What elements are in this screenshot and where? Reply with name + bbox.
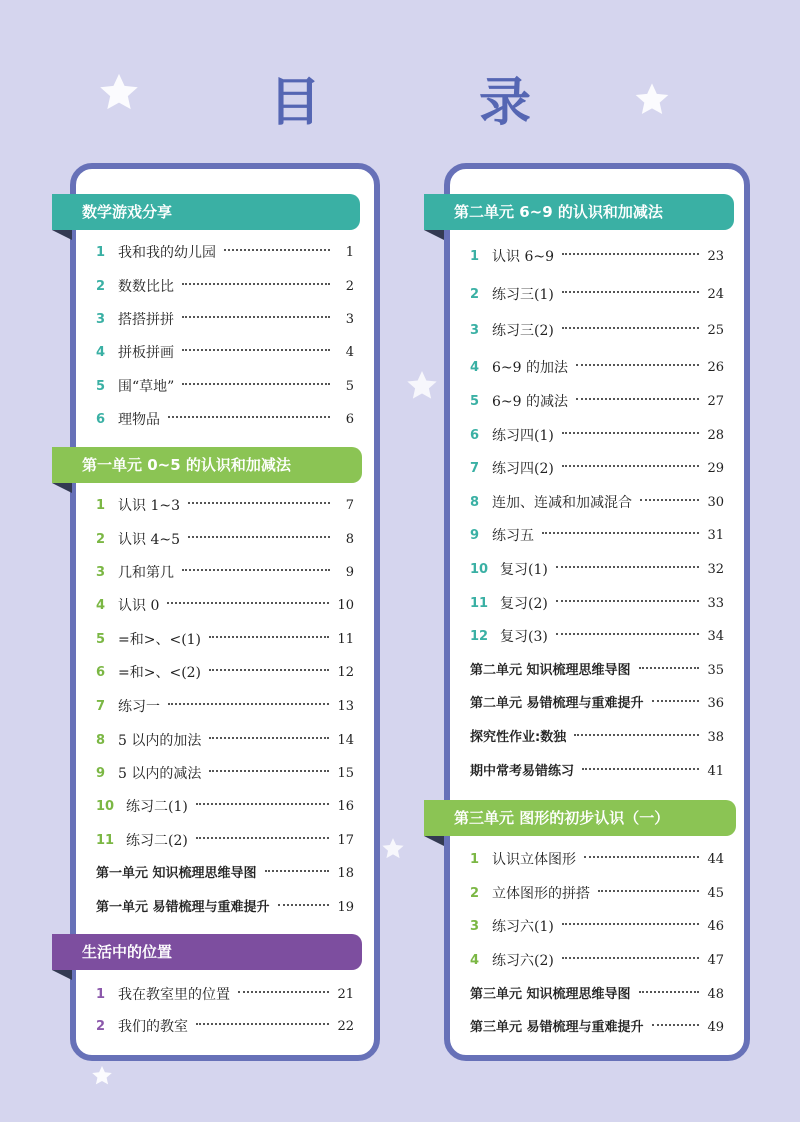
toc-entry[interactable] xyxy=(470,693,724,715)
dot-leader xyxy=(576,364,699,366)
toc-entry[interactable] xyxy=(96,562,354,584)
page-number: 13 xyxy=(337,699,354,714)
page-number: 34 xyxy=(707,629,724,644)
toc-entry[interactable] xyxy=(470,883,724,905)
toc-entry[interactable] xyxy=(96,495,354,517)
dot-leader xyxy=(196,1023,329,1025)
entry-title: 练习一 xyxy=(118,699,160,715)
entry-number: 11 xyxy=(96,833,115,848)
dot-leader xyxy=(562,432,700,434)
page-number: 3 xyxy=(345,312,354,327)
toc-entry[interactable] xyxy=(96,342,354,364)
entry-number: 10 xyxy=(470,562,489,577)
dot-leader xyxy=(168,416,330,418)
entry-number: 1 xyxy=(96,498,106,513)
page-number: 36 xyxy=(707,696,724,711)
page-number: 49 xyxy=(707,1020,724,1035)
section-header: 第二单元 6~9 的认识和加减法 xyxy=(424,194,734,230)
entry-number: 2 xyxy=(96,279,106,294)
dot-leader xyxy=(182,569,330,571)
dot-leader xyxy=(188,536,330,538)
page-number: 7 xyxy=(345,498,354,513)
entry-number: 1 xyxy=(470,249,480,264)
entry-number: 9 xyxy=(96,766,106,781)
entry-title: 练习六(1) xyxy=(492,919,554,935)
entry-number: 2 xyxy=(96,532,106,547)
star-icon xyxy=(380,836,406,862)
dot-leader xyxy=(168,703,329,705)
entry-number: 3 xyxy=(96,565,106,580)
page-number: 15 xyxy=(337,766,354,781)
toc-entry[interactable] xyxy=(96,763,354,785)
entry-title: 理物品 xyxy=(118,412,160,428)
toc-entry[interactable] xyxy=(96,897,354,919)
entry-number: 4 xyxy=(96,598,106,613)
toc-entry[interactable] xyxy=(470,626,724,648)
entry-number: 12 xyxy=(470,629,489,644)
dot-leader xyxy=(576,398,699,400)
entry-number: 5 xyxy=(96,632,106,647)
star-icon xyxy=(404,368,440,404)
toc-entry[interactable] xyxy=(96,984,354,1006)
dot-leader xyxy=(188,502,330,504)
entry-title: 拼板拼画 xyxy=(118,345,174,361)
dot-leader xyxy=(209,669,329,671)
toc-entry[interactable] xyxy=(96,409,354,431)
page-number: 25 xyxy=(707,323,724,338)
page-number: 17 xyxy=(337,833,354,848)
section-header: 数学游戏分享 xyxy=(52,194,360,230)
dot-leader xyxy=(562,957,700,959)
page-number: 30 xyxy=(707,495,724,510)
dot-leader xyxy=(182,349,330,351)
entry-number: 7 xyxy=(470,461,480,476)
page-number: 24 xyxy=(707,287,724,302)
entry-title: 期中常考易错练习 xyxy=(470,764,575,779)
page-number: 1 xyxy=(345,245,354,260)
toc-entry[interactable] xyxy=(96,662,354,684)
dot-leader xyxy=(562,327,700,329)
entry-title: 第三单元 知识梳理思维导图 xyxy=(470,987,631,1002)
page-number: 4 xyxy=(345,345,354,360)
toc-entry[interactable] xyxy=(96,276,354,298)
toc-entry[interactable] xyxy=(470,984,724,1006)
entry-title: 认识立体图形 xyxy=(492,852,576,868)
dot-leader xyxy=(562,465,700,467)
dot-leader xyxy=(167,602,329,604)
dot-leader xyxy=(639,667,700,669)
page-number: 9 xyxy=(345,565,354,580)
entry-title: 练习六(2) xyxy=(492,953,554,969)
entry-title: 连加、连减和加减混合 xyxy=(492,495,632,511)
entry-number: 4 xyxy=(470,360,480,375)
entry-title: 认识 6~9 xyxy=(492,249,554,265)
page-number: 35 xyxy=(707,663,724,678)
entry-number: 3 xyxy=(470,323,480,338)
page-number: 44 xyxy=(707,852,724,867)
page-number: 46 xyxy=(707,919,724,934)
toc-entry[interactable] xyxy=(470,425,724,447)
toc-entry[interactable] xyxy=(96,529,354,551)
toc-entry[interactable] xyxy=(470,246,724,268)
page-number: 28 xyxy=(707,428,724,443)
dot-leader xyxy=(562,291,700,293)
dot-leader xyxy=(265,870,330,872)
dot-leader xyxy=(238,991,329,993)
toc-entry[interactable] xyxy=(470,559,724,581)
toc-entry[interactable] xyxy=(470,320,724,342)
page-number: 18 xyxy=(337,866,354,881)
entry-title: 探究性作业:数独 xyxy=(470,730,567,745)
page-number: 21 xyxy=(337,987,354,1002)
entry-title: 复习(3) xyxy=(500,629,548,645)
section-header: 第一单元 0~5 的认识和加减法 xyxy=(52,447,362,483)
toc-entry[interactable] xyxy=(470,593,724,615)
dot-leader xyxy=(182,283,330,285)
toc-entry[interactable] xyxy=(96,1016,354,1038)
page-number: 14 xyxy=(337,733,354,748)
page-number: 27 xyxy=(707,394,724,409)
toc-entry[interactable] xyxy=(96,863,354,885)
toc-entry[interactable] xyxy=(470,492,724,514)
page-number: 10 xyxy=(337,598,354,613)
dot-leader xyxy=(278,904,330,906)
page-number: 47 xyxy=(707,953,724,968)
entry-number: 1 xyxy=(96,987,106,1002)
dot-leader xyxy=(639,991,700,993)
entry-title: 复习(1) xyxy=(500,562,548,578)
page-number: 8 xyxy=(345,532,354,547)
toc-entry[interactable] xyxy=(96,242,354,264)
page-number: 45 xyxy=(707,886,724,901)
entry-number: 7 xyxy=(96,699,106,714)
dot-leader xyxy=(556,600,700,602)
section-header: 生活中的位置 xyxy=(52,934,362,970)
entry-number: 8 xyxy=(470,495,480,510)
entry-title: 复习(2) xyxy=(500,596,548,612)
dot-leader xyxy=(209,770,329,772)
entry-title: 立体图形的拼搭 xyxy=(492,886,590,902)
dot-leader xyxy=(556,566,700,568)
star-icon xyxy=(90,1064,114,1088)
entry-title: 5 以内的加法 xyxy=(118,733,202,749)
entry-title: 我在教室里的位置 xyxy=(118,987,230,1003)
page-number: 26 xyxy=(707,360,724,375)
entry-title: 5 以内的减法 xyxy=(118,766,202,782)
entry-title: 练习二(1) xyxy=(126,799,188,815)
toc-entry[interactable] xyxy=(470,950,724,972)
page-number: 11 xyxy=(337,632,354,647)
entry-number: 10 xyxy=(96,799,115,814)
page-number: 22 xyxy=(337,1019,354,1034)
entry-title: 6~9 的加法 xyxy=(492,360,568,376)
entry-title: 我们的教室 xyxy=(118,1019,188,1035)
toc-entry[interactable] xyxy=(96,730,354,752)
entry-number: 5 xyxy=(470,394,480,409)
toc-entry[interactable] xyxy=(470,916,724,938)
toc-entry[interactable] xyxy=(470,458,724,480)
entry-number: 9 xyxy=(470,528,480,543)
entry-number: 2 xyxy=(470,886,480,901)
page-number: 41 xyxy=(707,764,724,779)
entry-title: =和>、<(1) xyxy=(118,632,202,648)
toc-entry[interactable] xyxy=(96,309,354,331)
toc-entry[interactable] xyxy=(470,849,724,871)
entry-title: 我和我的幼儿园 xyxy=(118,245,216,261)
toc-entry[interactable] xyxy=(470,727,724,749)
page-number: 23 xyxy=(707,249,724,264)
entry-number: 2 xyxy=(470,287,480,302)
page-number: 33 xyxy=(707,596,724,611)
dot-leader xyxy=(574,734,699,736)
toc-entry[interactable] xyxy=(96,696,354,718)
toc-entry[interactable] xyxy=(470,391,724,413)
entry-title: 第一单元 知识梳理思维导图 xyxy=(96,866,257,881)
entry-title: 第二单元 易错梳理与重难提升 xyxy=(470,696,644,711)
entry-title: 认识 1~3 xyxy=(118,498,180,514)
dot-leader xyxy=(182,383,330,385)
entry-title: 练习三(2) xyxy=(492,323,554,339)
entry-number: 6 xyxy=(96,665,106,680)
page-number: 6 xyxy=(345,412,354,427)
toc-entry[interactable] xyxy=(96,376,354,398)
entry-number: 8 xyxy=(96,733,106,748)
page-title: 目 录 xyxy=(268,73,602,133)
dot-leader xyxy=(562,923,700,925)
entry-title: 6~9 的减法 xyxy=(492,394,568,410)
dot-leader xyxy=(582,768,699,770)
dot-leader xyxy=(652,700,700,702)
entry-title: 围“草地” xyxy=(118,379,175,395)
dot-leader xyxy=(209,737,329,739)
entry-title: 数数比比 xyxy=(118,279,174,295)
page-number: 48 xyxy=(707,987,724,1002)
page-number: 32 xyxy=(707,562,724,577)
entry-title: 几和第几 xyxy=(118,565,174,581)
entry-title: =和>、<(2) xyxy=(118,665,202,681)
entry-number: 3 xyxy=(470,919,480,934)
page-number: 12 xyxy=(337,665,354,680)
toc-entry[interactable] xyxy=(470,660,724,682)
toc-entry[interactable] xyxy=(470,284,724,306)
dot-leader xyxy=(556,633,700,635)
entry-title: 练习二(2) xyxy=(126,833,188,849)
toc-entry[interactable] xyxy=(96,796,354,818)
page-number: 19 xyxy=(337,900,354,915)
dot-leader xyxy=(562,253,699,255)
dot-leader xyxy=(584,856,699,858)
entry-title: 认识 0 xyxy=(118,598,160,614)
toc-entry[interactable] xyxy=(470,1017,724,1039)
entry-number: 1 xyxy=(96,245,106,260)
entry-number: 6 xyxy=(470,428,480,443)
dot-leader xyxy=(598,890,699,892)
page-number: 29 xyxy=(707,461,724,476)
page-number: 16 xyxy=(337,799,354,814)
entry-title: 搭搭拼拼 xyxy=(118,312,174,328)
entry-title: 练习四(2) xyxy=(492,461,554,477)
entry-title: 认识 4~5 xyxy=(118,532,180,548)
dot-leader xyxy=(224,249,330,251)
dot-leader xyxy=(652,1024,700,1026)
toc-entry[interactable] xyxy=(470,525,724,547)
entry-title: 练习三(1) xyxy=(492,287,554,303)
dot-leader xyxy=(542,532,699,534)
page-number: 2 xyxy=(345,279,354,294)
toc-entry[interactable] xyxy=(96,830,354,852)
entry-number: 11 xyxy=(470,596,489,611)
toc-entry[interactable] xyxy=(96,595,354,617)
entry-number: 6 xyxy=(96,412,106,427)
dot-leader xyxy=(640,499,699,501)
dot-leader xyxy=(182,316,330,318)
entry-title: 练习五 xyxy=(492,528,534,544)
entry-number: 1 xyxy=(470,852,480,867)
dot-leader xyxy=(196,803,330,805)
entry-number: 3 xyxy=(96,312,106,327)
entry-title: 第二单元 知识梳理思维导图 xyxy=(470,663,631,678)
entry-title: 第一单元 易错梳理与重难提升 xyxy=(96,900,270,915)
dot-leader xyxy=(209,636,329,638)
toc-entry[interactable] xyxy=(470,357,724,379)
entry-number: 4 xyxy=(96,345,106,360)
dot-leader xyxy=(196,837,330,839)
page-number: 38 xyxy=(707,730,724,745)
entry-number: 4 xyxy=(470,953,480,968)
toc-entry[interactable] xyxy=(470,761,724,783)
entry-title: 第三单元 易错梳理与重难提升 xyxy=(470,1020,644,1035)
section-header: 第三单元 图形的初步认识（一） xyxy=(424,800,736,836)
entry-title: 练习四(1) xyxy=(492,428,554,444)
toc-entry[interactable] xyxy=(96,629,354,651)
entry-number: 2 xyxy=(96,1019,106,1034)
page-number: 31 xyxy=(707,528,724,543)
entry-number: 5 xyxy=(96,379,106,394)
page-number: 5 xyxy=(345,379,354,394)
